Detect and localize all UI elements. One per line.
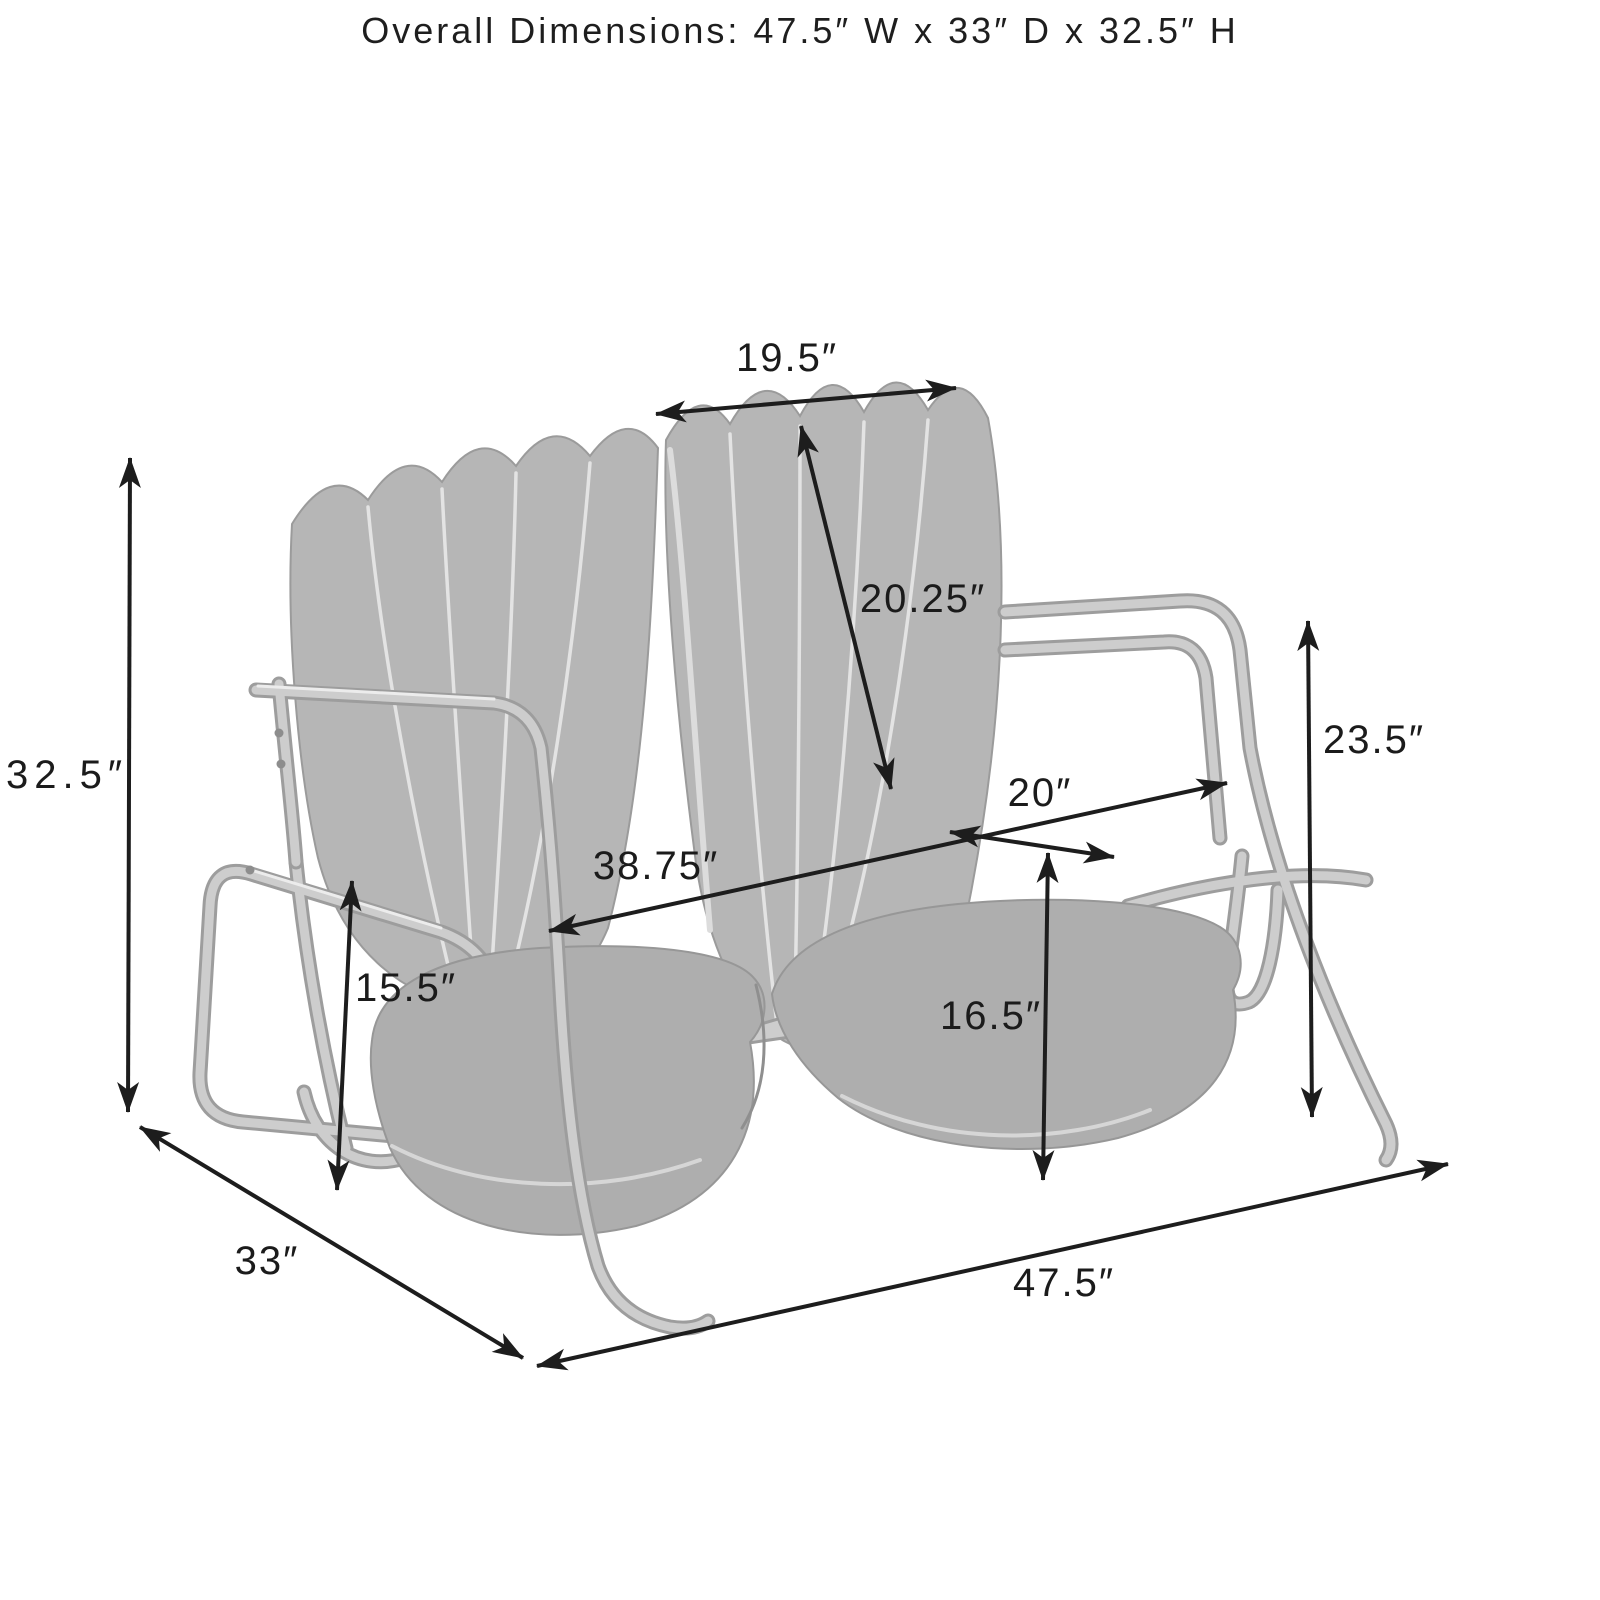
- dimension-label: 47.5″: [1012, 1261, 1116, 1305]
- bolt: [246, 866, 255, 875]
- dimension-label: 16.5″: [939, 994, 1043, 1038]
- page-title: Overall Dimensions: 47.5″ W x 33″ D x 32.5″ H: [361, 10, 1239, 51]
- dimension-label: 20.25″: [859, 577, 987, 621]
- dimension-label: 23.5″: [1322, 718, 1426, 762]
- dimension-label: 32.5″: [5, 753, 129, 797]
- dimension-label: 19.5″: [735, 336, 839, 380]
- dimension-label: 20″: [1007, 771, 1073, 815]
- dimension-label: 38.75″: [592, 844, 720, 888]
- bolt: [277, 760, 286, 769]
- dimension-overall-height: [6, 458, 130, 1112]
- loveseat-glider-drawing: [200, 382, 1391, 1328]
- dimension-label: 33″: [234, 1239, 300, 1283]
- dimension-arrow: [128, 458, 130, 1112]
- bolt: [275, 729, 284, 738]
- dimension-label: 15.5″: [354, 966, 458, 1010]
- dimension-arrow: [1308, 621, 1312, 1117]
- backrest-left: [290, 429, 658, 1010]
